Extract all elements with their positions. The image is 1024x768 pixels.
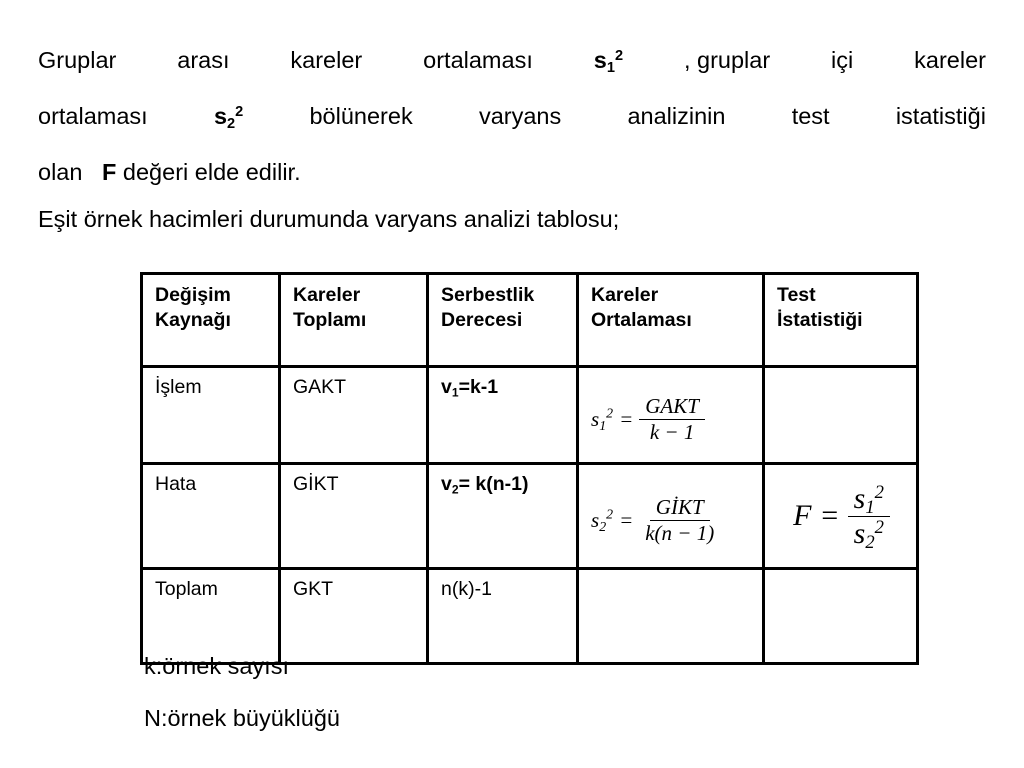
math-lhs-F: F bbox=[793, 499, 812, 532]
math-denominator: $s_2^2$ bbox=[853, 516, 884, 553]
header-line-2: Ortalaması bbox=[591, 308, 692, 331]
cell-sum-of-squares-gikt: GİKT bbox=[280, 464, 428, 569]
intro-word: ortalaması bbox=[423, 47, 533, 73]
cell-sum-of-squares-gakt: GAKT bbox=[280, 367, 428, 464]
cell-df-total: n(k)-1 bbox=[428, 569, 578, 664]
column-header-sum-of-squares bbox=[280, 274, 428, 367]
math-fraction bbox=[848, 481, 890, 553]
header-line-1: Test bbox=[777, 284, 816, 306]
table-caption: Eşit örnek hacimleri durumunda varyans analizi tablosu; bbox=[38, 206, 620, 232]
header-line-1: Kareler bbox=[293, 284, 361, 306]
math-lhs: $s_2^2$ bbox=[591, 506, 614, 534]
intro-word: istatistiği bbox=[895, 103, 986, 129]
header-line-1: Değişim bbox=[155, 284, 231, 306]
cell-source-islem: İşlem bbox=[142, 367, 280, 464]
cell-mean-square-1 bbox=[578, 367, 764, 464]
intro-word: kareler bbox=[290, 47, 363, 73]
math-equals: = bbox=[619, 406, 634, 431]
intro-symbol-s2-squared: $s_2^2$ bbox=[213, 103, 244, 133]
math-fraction bbox=[639, 393, 705, 444]
intro-word: içi bbox=[831, 47, 854, 73]
cell-mean-square-2 bbox=[578, 464, 764, 569]
intro-word: Gruplar bbox=[38, 47, 117, 73]
anova-table-wrapper bbox=[140, 272, 919, 665]
cell-test-statistic-empty bbox=[764, 569, 918, 664]
cell-sum-of-squares-gkt: GKT bbox=[280, 569, 428, 664]
equation-test-statistic bbox=[777, 473, 906, 559]
note-N: N:örnek büyüklüğü bbox=[144, 705, 340, 731]
table-row bbox=[142, 464, 918, 569]
cell-test-statistic-F bbox=[764, 464, 918, 569]
table-header-row bbox=[142, 274, 918, 367]
df-expression: $v_2= k(n-1)$ bbox=[441, 473, 529, 497]
anova-table bbox=[140, 272, 919, 665]
table-row bbox=[142, 367, 918, 464]
intro-word: bölünerek bbox=[309, 103, 413, 129]
cell-test-statistic-empty bbox=[764, 367, 918, 464]
intro-word: olan bbox=[38, 159, 83, 185]
math-fraction bbox=[639, 494, 720, 545]
intro-word: kareler bbox=[914, 47, 986, 73]
intro-word: değeri elde edilir. bbox=[122, 159, 301, 185]
equation-mean-square-1 bbox=[591, 376, 752, 458]
intro-line-3 bbox=[38, 144, 986, 200]
header-line-2: Kaynağı bbox=[155, 308, 231, 331]
cell-mean-square-empty bbox=[578, 569, 764, 664]
math-expression bbox=[591, 393, 705, 444]
intro-symbol-F: F bbox=[102, 159, 117, 185]
math-numerator: GAKT bbox=[639, 396, 705, 420]
math-numerator: $s_1^2$ bbox=[848, 484, 890, 517]
math-equals: = bbox=[619, 507, 634, 532]
header-line-1: Serbestlik bbox=[441, 284, 535, 306]
header-line-2: İstatistiği bbox=[777, 308, 863, 331]
math-lhs: $s_1^2$ bbox=[591, 405, 614, 433]
intro-word: test bbox=[791, 103, 830, 129]
math-denominator: k(n − 1) bbox=[645, 520, 715, 545]
column-header-source bbox=[142, 274, 280, 367]
column-header-degrees-of-freedom bbox=[428, 274, 578, 367]
math-equals: = bbox=[819, 499, 840, 532]
header-line-1: Kareler bbox=[591, 284, 659, 306]
df-expression: $v_1=k-1$ bbox=[441, 376, 499, 400]
intro-paragraph bbox=[38, 32, 986, 200]
cell-df-v1 bbox=[428, 367, 578, 464]
cell-source-hata: Hata bbox=[142, 464, 280, 569]
intro-word: ortalaması bbox=[38, 103, 148, 129]
intro-word: analizinin bbox=[627, 103, 726, 129]
intro-word: , gruplar bbox=[683, 47, 771, 73]
header-line-2: Derecesi bbox=[441, 308, 523, 331]
intro-word: arası bbox=[177, 47, 230, 73]
intro-line-2 bbox=[38, 88, 986, 144]
cell-df-v2 bbox=[428, 464, 578, 569]
column-header-test-statistic bbox=[764, 274, 918, 367]
math-expression-F bbox=[793, 481, 890, 553]
intro-word: varyans bbox=[478, 103, 562, 129]
math-expression bbox=[591, 494, 720, 545]
intro-line-1 bbox=[38, 32, 986, 88]
math-numerator: GİKT bbox=[650, 497, 710, 521]
intro-symbol-s1-squared: $s_1^2$ bbox=[593, 47, 624, 77]
notes-block bbox=[144, 640, 340, 744]
cell-source-toplam: Toplam bbox=[142, 569, 280, 664]
column-header-mean-squares bbox=[578, 274, 764, 367]
note-k: k:örnek sayısı bbox=[144, 653, 289, 679]
header-line-2: Toplamı bbox=[293, 308, 367, 331]
equation-mean-square-2 bbox=[591, 473, 752, 563]
math-denominator: k − 1 bbox=[649, 419, 695, 444]
